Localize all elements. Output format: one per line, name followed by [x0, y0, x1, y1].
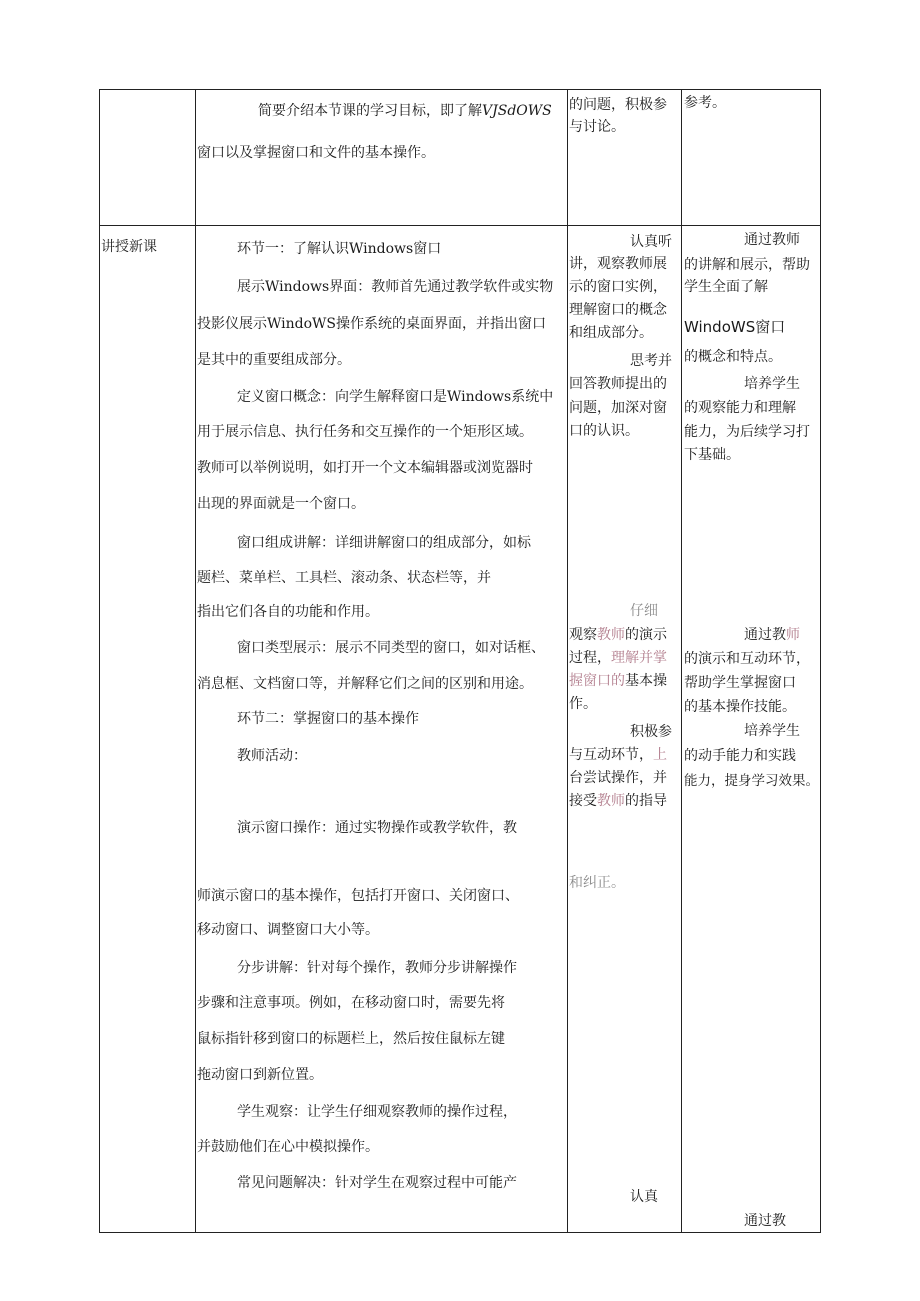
student-activity-line: 仔细: [630, 603, 658, 619]
design-intent-line: 能力，提身学习效果。: [684, 773, 819, 789]
table-bottom-border: [99, 1232, 821, 1233]
row1-design-intent: 参考。: [684, 95, 726, 111]
teacher-content-line: 窗口组成讲解：详细讲解窗口的组成部分，如标: [237, 535, 531, 551]
design-intent-line: 帮助学生掌握窗口: [684, 675, 796, 691]
student-activity-text: 接受: [569, 793, 597, 809]
student-activity-text: 教师: [597, 793, 625, 809]
column-divider-1: [195, 89, 196, 1233]
design-intent-line: 的基本操作技能。: [684, 699, 796, 715]
teacher-content-line: 环节二：掌握窗口的基本操作: [237, 711, 419, 727]
table-top-border: [99, 89, 821, 90]
teacher-content-line: 师演示窗口的基本操作，包括打开窗口、关闭窗口、: [197, 888, 519, 904]
student-activity-text: 上: [653, 747, 667, 763]
design-intent-line: 学生全面了解: [684, 279, 768, 295]
teacher-content-line: 投影仪展示WindoWS操作系统的桌面界面，并指出窗口: [197, 316, 547, 332]
teacher-content-line: 环节一：了解认识Windows窗口: [237, 241, 442, 257]
teacher-content-line: 展示Windows界面：教师首先通过教学软件或实物: [237, 279, 554, 295]
student-activity-line: 认真听: [630, 234, 672, 250]
student-activity-line: 示的窗口实例，: [569, 279, 667, 295]
row1-content-line: [258, 100, 552, 122]
student-activity-line: [569, 790, 667, 812]
teacher-content-line: 消息框、文档窗口等，并解释它们之间的区别和用途。: [197, 676, 533, 692]
student-activity-line: 理解窗口的概念: [569, 302, 667, 318]
teacher-content-line: 题栏、菜单栏、工具栏、滚动条、状态栏等，并: [197, 570, 491, 586]
student-activity-line: 问题，加深对窗: [569, 400, 667, 416]
student-activity-line: [569, 624, 667, 646]
teacher-content-line: 出现的界面就是一个窗口。: [197, 496, 365, 512]
teacher-content-line: 窗口类型展示：展示不同类型的窗口，如对话框、: [237, 640, 545, 656]
student-activity-line: [569, 744, 667, 766]
student-activity-line: 积极参: [630, 724, 672, 740]
design-intent-line: 的讲解和展示，帮助: [684, 257, 810, 273]
design-intent-text: 师: [786, 627, 800, 643]
teacher-content-line: 学生观察：让学生仔细观察教师的操作过程，: [237, 1104, 517, 1120]
design-intent-line: 的动手能力和实践: [684, 748, 796, 764]
design-intent-line: 下基础。: [684, 447, 740, 463]
row1-windows-term: VJSdOWS: [482, 103, 552, 119]
design-intent-line: 的概念和特点。: [684, 349, 782, 365]
student-activity-text: 的演示: [625, 627, 667, 643]
teacher-content-line: 演示窗口操作：通过实物操作或教学软件，教: [237, 820, 517, 836]
student-activity-line: 和纠正。: [569, 875, 625, 891]
design-intent-line: WindoWS窗口: [684, 318, 786, 336]
student-activity-line: 台尝试操作，并: [569, 770, 667, 786]
table-left-border: [99, 89, 100, 1233]
teacher-content-line: 鼠标指针移到窗口的标题栏上，然后按住鼠标左键: [197, 1031, 505, 1047]
column-divider-2: [567, 89, 568, 1233]
student-activity-text: 过程，: [569, 650, 611, 666]
teacher-content-line: 定义窗口概念：向学生解释窗口是Windows系统中: [237, 389, 554, 405]
student-activity-text: 理解并掌: [611, 650, 667, 666]
design-intent-line: 通过教师: [744, 232, 800, 248]
teacher-content-line: 用于展示信息、执行任务和交互操作的一个矩形区域。: [197, 424, 533, 440]
student-activity-line: 口的认识。: [569, 423, 639, 439]
teacher-content-line: 教师活动：: [237, 748, 307, 764]
student-activity-line: 认真: [630, 1189, 658, 1205]
student-activity-line: [569, 670, 667, 692]
student-activity-text: 与互动环节，: [569, 747, 653, 763]
student-activity-line: 讲，观察教师展: [569, 256, 667, 272]
student-activity-line: 回答教师提出的: [569, 376, 667, 392]
row1-content-line: 窗口以及掌握窗口和文件的基本操作。: [197, 145, 435, 161]
design-intent-line: 通过教: [744, 1213, 786, 1229]
row1-content-text: 简要介绍本节课的学习目标，即了解: [258, 103, 482, 119]
student-activity-text: 的指导: [625, 793, 667, 809]
design-intent-line: 能力，为后续学习打: [684, 424, 810, 440]
row-divider: [99, 225, 821, 226]
student-activity-text: 握窗口的: [569, 673, 625, 689]
column-divider-3: [681, 89, 682, 1233]
teacher-content-line: 是其中的重要组成部分。: [197, 352, 351, 368]
row1-student-activity-line: 与讨论。: [569, 119, 625, 135]
student-activity-text: 基本操: [625, 673, 667, 689]
teacher-content-line: 步骤和注意事项。例如，在移动窗口时，需要先将: [197, 995, 505, 1011]
design-intent-line: 培养学生: [744, 723, 800, 739]
design-intent-line: 的演示和互动环节，: [684, 651, 810, 667]
student-activity-text: 观察: [569, 627, 597, 643]
teacher-content-line: 移动窗口、调整窗口大小等。: [197, 922, 379, 938]
table-right-border: [820, 89, 821, 1233]
row1-student-activity-line: 的问题，积极参: [569, 97, 667, 113]
teacher-content-line: 指出它们各自的功能和作用。: [197, 604, 379, 620]
student-activity-line: 和组成部分。: [569, 325, 653, 341]
design-intent-text: 通过教: [744, 627, 786, 643]
design-intent-line: 的观察能力和理解: [684, 400, 796, 416]
student-activity-line: 思考并: [630, 353, 672, 369]
student-activity-line: 作。: [569, 696, 597, 712]
student-activity-text: 教师: [597, 627, 625, 643]
student-activity-line: [569, 647, 667, 669]
design-intent-line: [744, 624, 800, 646]
teacher-content-line: 教师可以举例说明，如打开一个文本编辑器或浏览器时: [197, 460, 533, 476]
row2-section-label: 讲授新课: [101, 239, 157, 255]
teacher-content-line: 拖动窗口到新位置。: [197, 1067, 323, 1083]
teacher-content-line: 分步讲解：针对每个操作，教师分步讲解操作: [237, 960, 517, 976]
design-intent-line: 培养学生: [744, 376, 800, 392]
teacher-content-line: 并鼓励他们在心中模拟操作。: [197, 1139, 379, 1155]
teacher-content-line: 常见问题解决：针对学生在观察过程中可能产: [237, 1175, 517, 1191]
